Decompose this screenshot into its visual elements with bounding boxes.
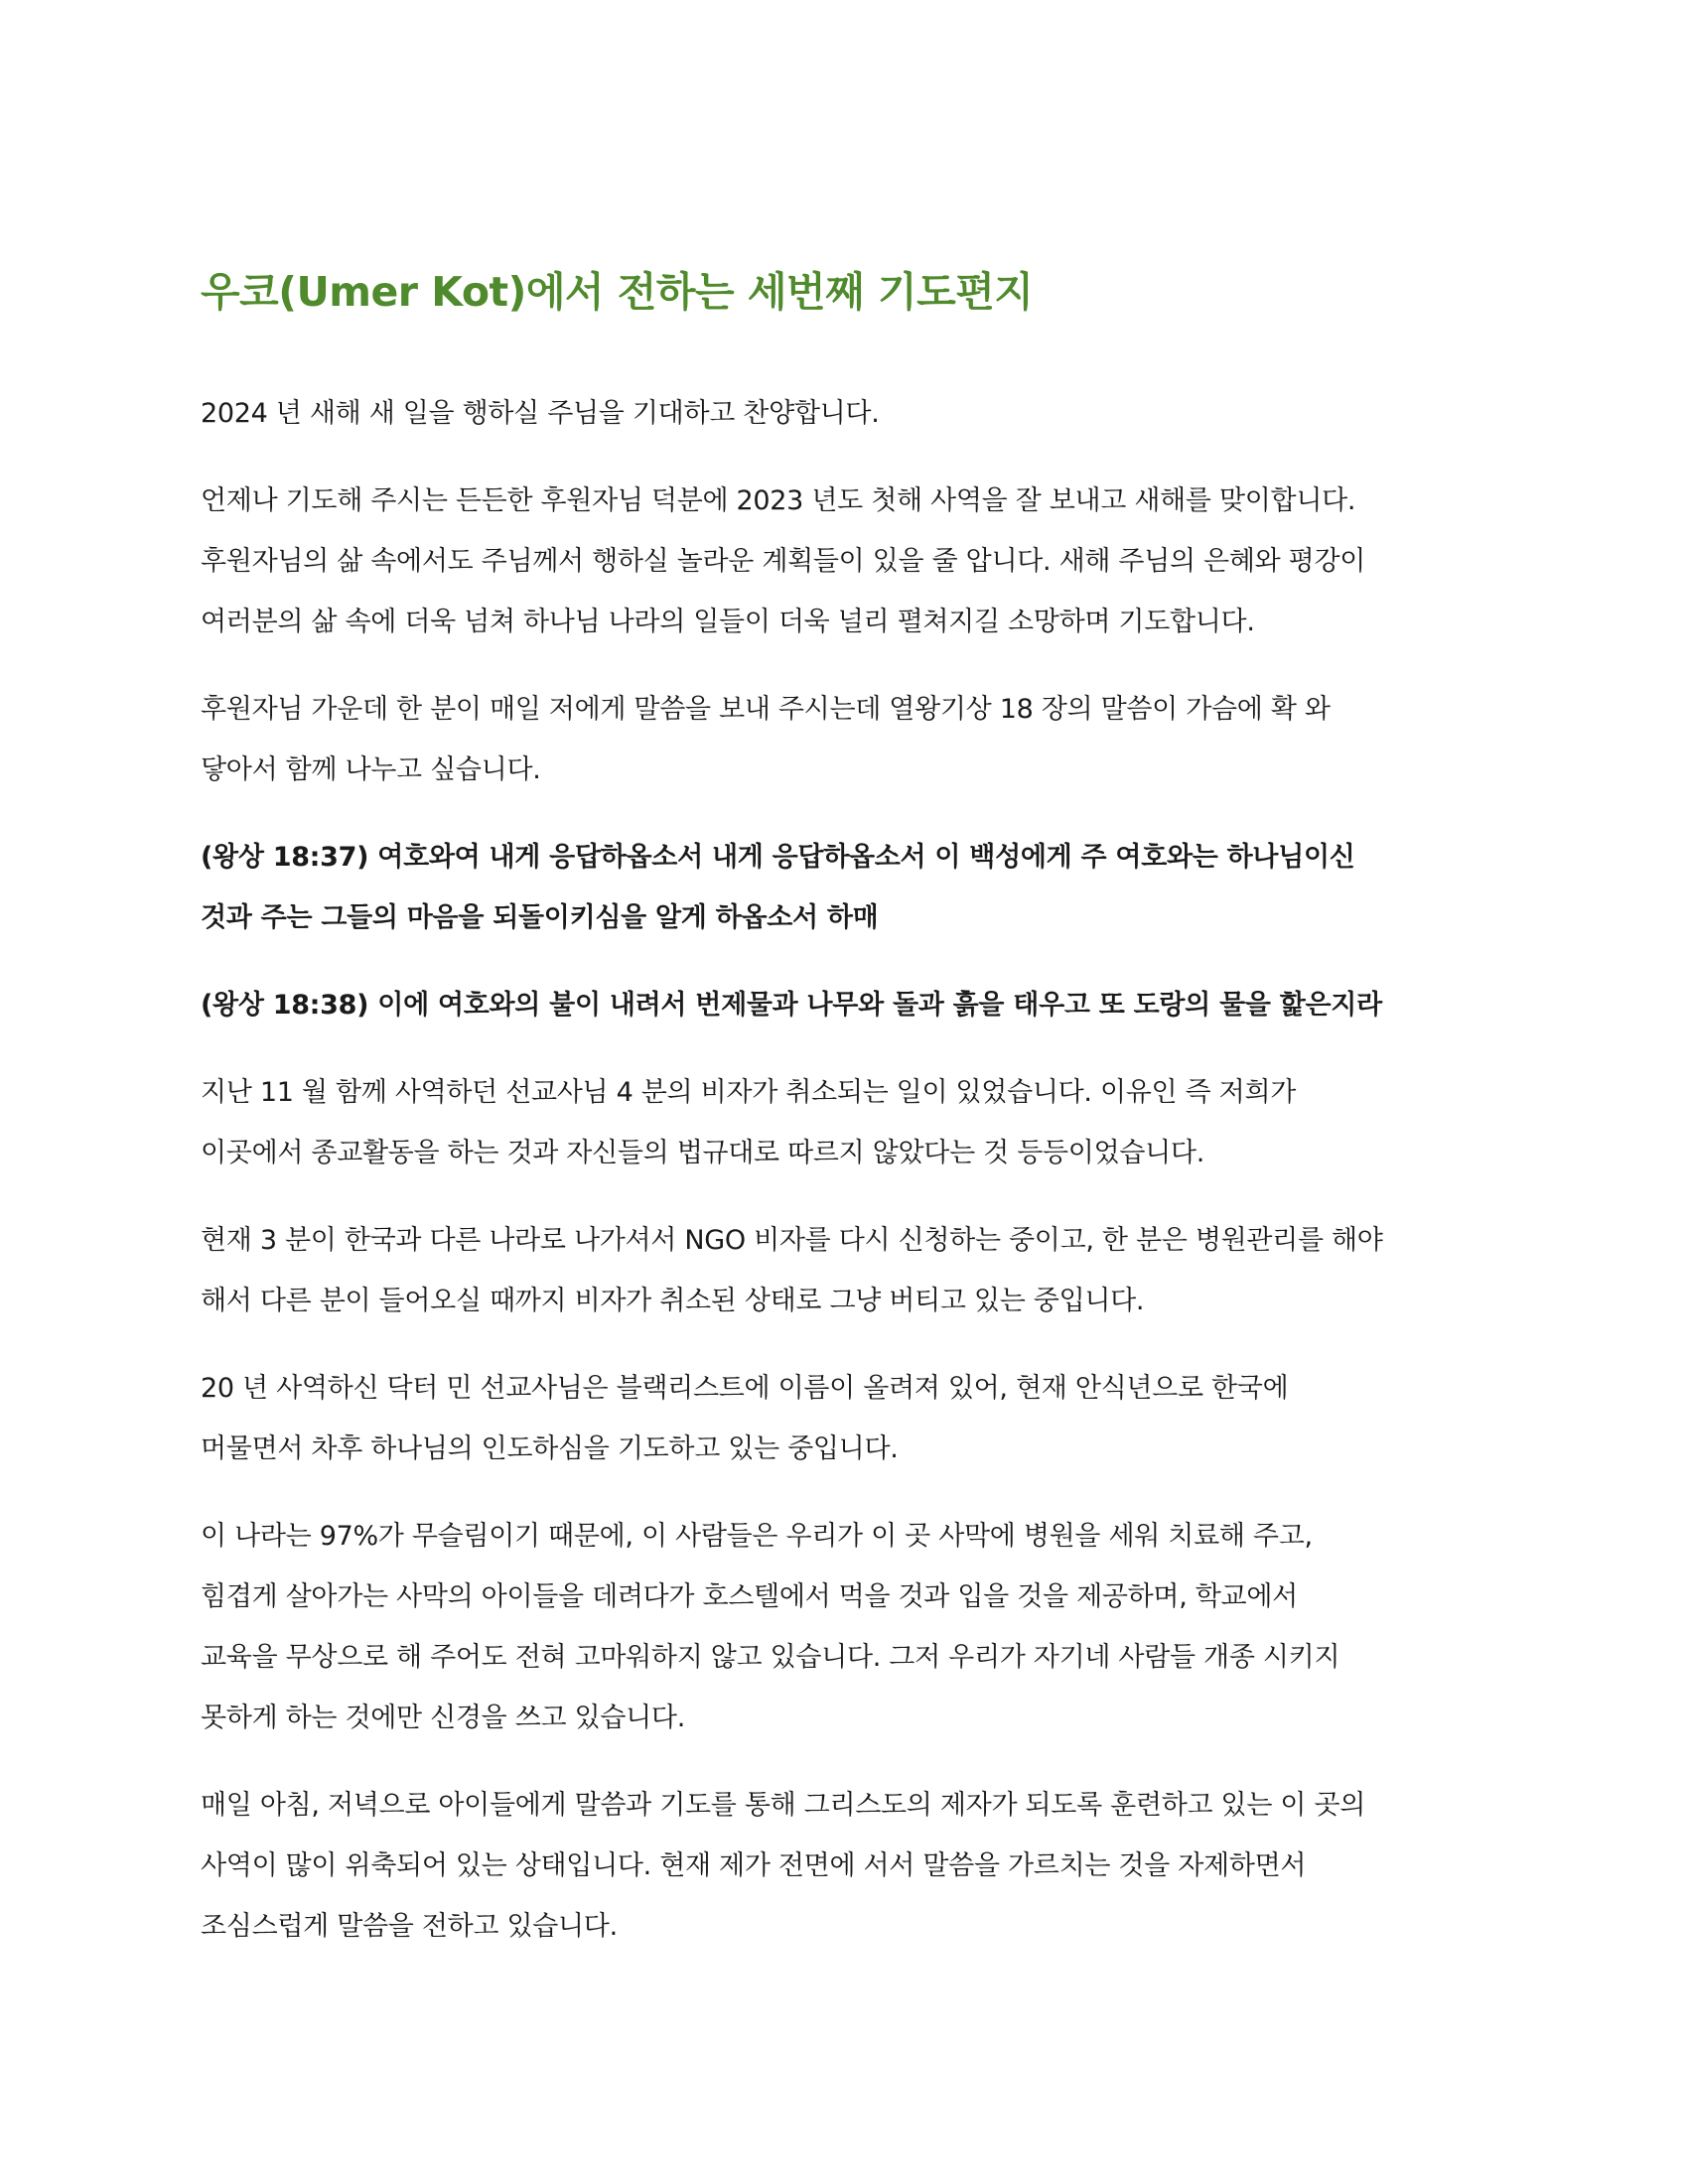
paragraph-scripture-intro (201, 679, 1491, 800)
paragraph-current-status (201, 1210, 1491, 1331)
text-line: 매일 아침, 저녁으로 아이들에게 말씀과 기도를 통해 그리스도의 제자가 되도록 훈련하고 있는 이 곳의 (201, 1790, 1366, 1821)
text-line: 조심스럽게 말씀을 전하고 있습니다. (201, 1911, 618, 1942)
verse-1kings-18-37 (201, 827, 1491, 948)
paragraph-country-context (201, 1506, 1491, 1748)
text-line: 이 나라는 97%가 무슬림이기 때문에, 이 사람들은 우리가 이 곳 사막에 병원을 세워 치료해 주고, (201, 1521, 1313, 1552)
paragraph-ministry-status (201, 1775, 1491, 1957)
text-line: 것과 주는 그들의 마음을 되돌이키심을 알게 하옵소서 하매 (201, 902, 879, 933)
text-line: 지난 11 월 함께 사역하던 선교사님 4 분의 비자가 취소되는 일이 있었습니다. 이유인 즉 저희가 (201, 1077, 1297, 1108)
verse-1kings-18-38 (201, 975, 1491, 1035)
text-line: 못하게 하는 것에만 신경을 쓰고 있습니다. (201, 1703, 685, 1733)
text-line: 후원자님 가운데 한 분이 매일 저에게 말씀을 보내 주시는데 열왕기상 18 장의 말씀이 가슴에 확 와 (201, 694, 1331, 725)
text-line: 2024 년 새해 새 일을 행하실 주님을 기대하고 찬양합니다. (201, 398, 880, 429)
text-line: 20 년 사역하신 닥터 민 선교사님은 블랙리스트에 이름이 올려져 있어, 현재 안식년으로 한국에 (201, 1373, 1289, 1404)
text-line: 사역이 많이 위축되어 있는 상태입니다. 현재 제가 전면에 서서 말씀을 가르치는 것을 자제하면서 (201, 1850, 1307, 1881)
text-line: 닿아서 함께 나누고 싶습니다. (201, 754, 541, 785)
paragraph-thanks (201, 471, 1491, 652)
text-line: 여러분의 삶 속에 더욱 넘쳐 하나님 나라의 일들이 더욱 널리 펼쳐지길 소망하며 기도합니다. (201, 607, 1255, 637)
text-line: 해서 다른 분이 들어오실 때까지 비자가 취소된 상태로 그냥 버티고 있는 중입니다. (201, 1286, 1145, 1316)
text-line: 후원자님의 삶 속에서도 주님께서 행하실 놀라운 계획들이 있을 줄 압니다. 새해 주님의 은혜와 평강이 (201, 546, 1366, 577)
text-line: (왕상 18:37) 여호와여 내게 응답하옵소서 내게 응답하옵소서 이 백성에게 주 여호와는 하나님이신 (201, 842, 1355, 873)
text-line: 힘겹게 살아가는 사막의 아이들을 데려다가 호스텔에서 먹을 것과 입을 것을 제공하며, 학교에서 (201, 1581, 1298, 1612)
text-line: 현재 3 분이 한국과 다른 나라로 나가셔서 NGO 비자를 다시 신청하는 중이고, 한 분은 병원관리를 해야 (201, 1225, 1383, 1256)
text-line: (왕상 18:38) 이에 여호와의 불이 내려서 번제물과 나무와 돌과 흙을 태우고 또 도랑의 물을 핥은지라 (201, 990, 1382, 1021)
letter-title: 우코(Umer Kot)에서 전하는 세번째 기도편지 (201, 268, 1034, 316)
text-line: 이곳에서 종교활동을 하는 것과 자신들의 법규대로 따르지 않았다는 것 등등이었습니다. (201, 1138, 1204, 1168)
paragraph-greeting (201, 383, 1491, 444)
text-line: 교육을 무상으로 해 주어도 전혀 고마워하지 않고 있습니다. 그저 우리가 자기네 사람들 개종 시키지 (201, 1642, 1340, 1673)
text-line: 머물면서 차후 하나님의 인도하심을 기도하고 있는 중입니다. (201, 1433, 899, 1464)
text-line: 언제나 기도해 주시는 든든한 후원자님 덕분에 2023 년도 첫해 사역을 잘 보내고 새해를 맞이합니다. (201, 485, 1356, 516)
paragraph-dr-min (201, 1358, 1491, 1479)
letter-body (201, 262, 1491, 1983)
paragraph-visa-cancellation (201, 1062, 1491, 1183)
